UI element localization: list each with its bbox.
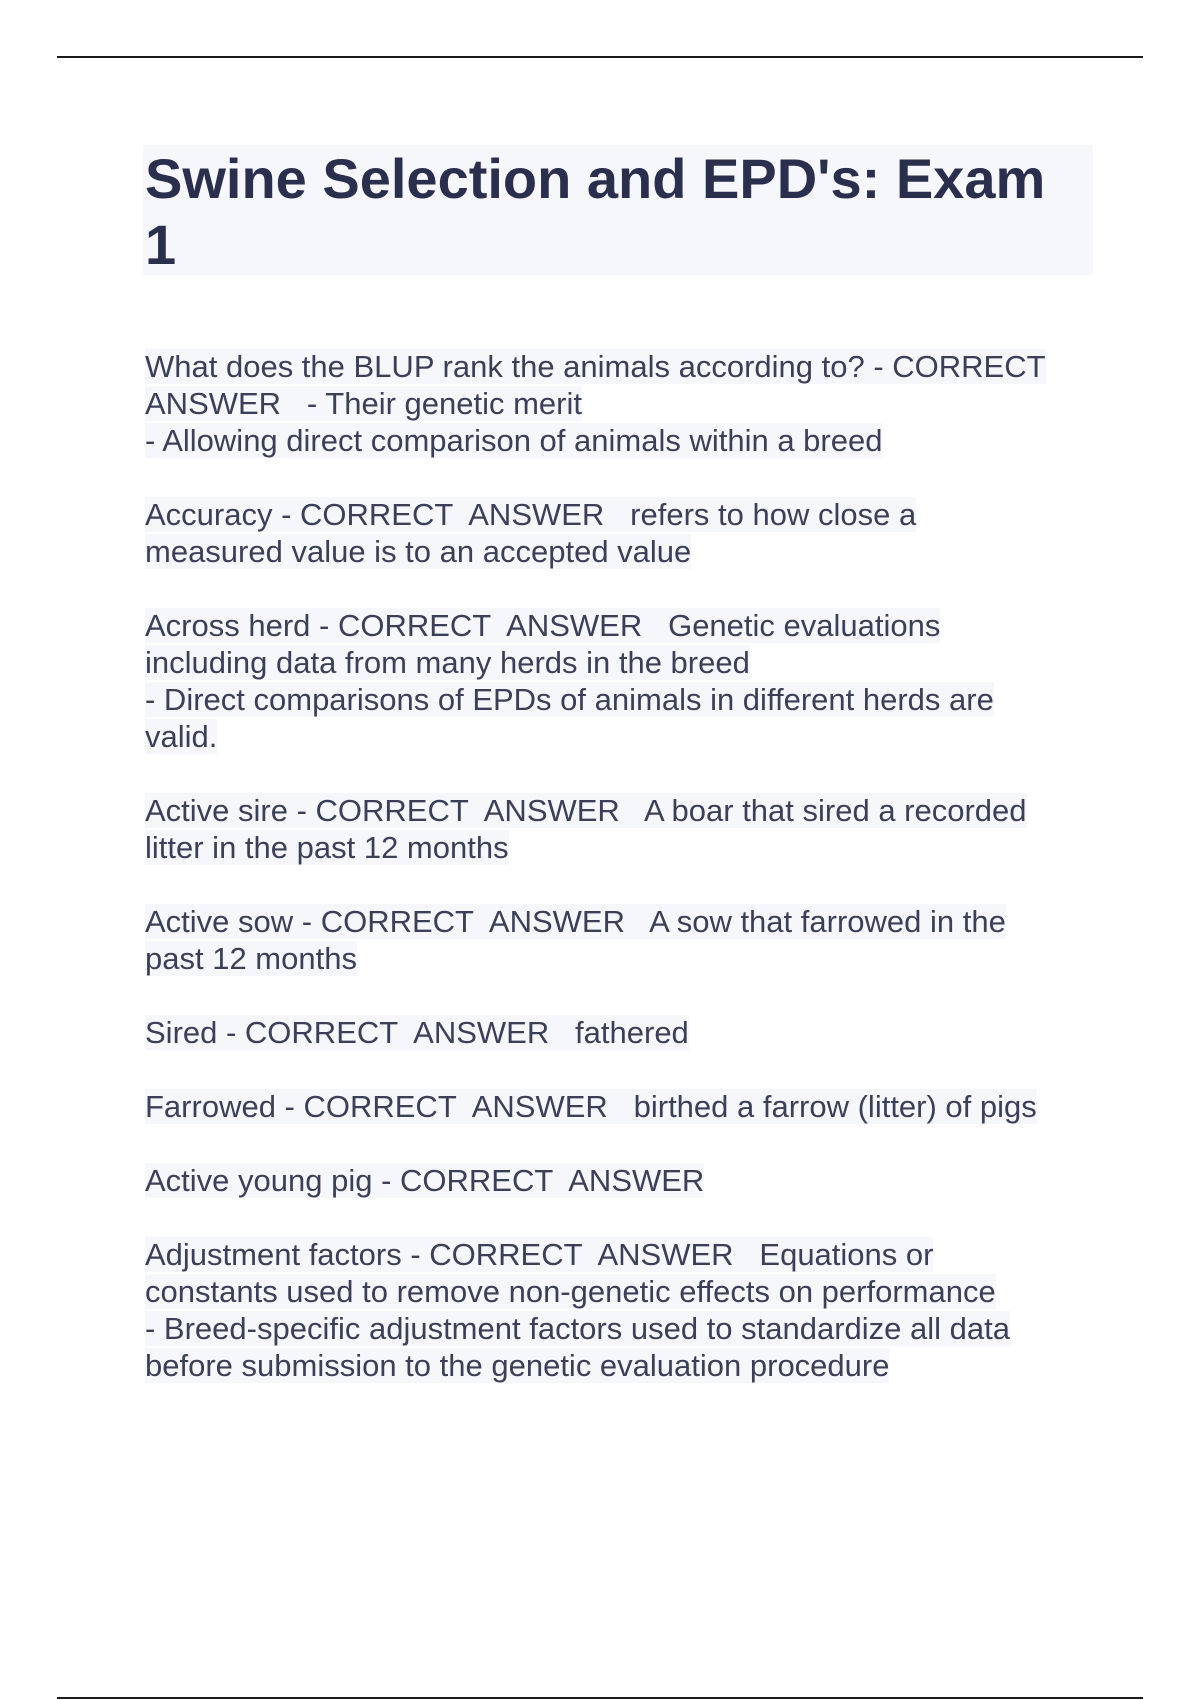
qa-line-text: past 12 months bbox=[145, 941, 357, 976]
qa-line-text: Across herd - CORRECT ANSWER Genetic evaluations bbox=[145, 608, 941, 643]
qa-line-text: Active young pig - CORRECT ANSWER bbox=[145, 1163, 705, 1198]
qa-line-text: litter in the past 12 months bbox=[145, 830, 509, 865]
qa-line-text: Accuracy - CORRECT ANSWER refers to how close a bbox=[145, 497, 917, 532]
qa-line bbox=[145, 348, 1105, 385]
qa-line bbox=[145, 607, 1105, 644]
qa-line bbox=[145, 903, 1105, 940]
qa-line-text: ANSWER - Their genetic merit bbox=[145, 386, 582, 421]
qa-line bbox=[145, 644, 1105, 681]
qa-line-text: Farrowed - CORRECT ANSWER birthed a farrow (litter) of pigs bbox=[145, 1089, 1037, 1124]
qa-line bbox=[145, 718, 1105, 755]
qa-line-text: constants used to remove non-genetic effects on performance bbox=[145, 1274, 996, 1309]
qa-line-text: - Direct comparisons of EPDs of animals in different herds are bbox=[145, 682, 994, 717]
qa-line bbox=[145, 1014, 1105, 1051]
qa-entry bbox=[145, 1014, 1105, 1051]
qa-line bbox=[145, 1236, 1105, 1273]
qa-line bbox=[145, 385, 1105, 422]
qa-entry bbox=[145, 1236, 1105, 1384]
bottom-rule bbox=[57, 1697, 1143, 1699]
qa-line-text: before submission to the genetic evaluation procedure bbox=[145, 1348, 890, 1383]
qa-entry bbox=[145, 792, 1105, 866]
qa-line bbox=[145, 829, 1105, 866]
qa-entry bbox=[145, 496, 1105, 570]
qa-line-text: Sired - CORRECT ANSWER fathered bbox=[145, 1015, 689, 1050]
qa-entry bbox=[145, 348, 1105, 459]
qa-line bbox=[145, 681, 1105, 718]
qa-line bbox=[145, 1273, 1105, 1310]
qa-line bbox=[145, 792, 1105, 829]
qa-list bbox=[145, 348, 1105, 1421]
qa-line-text: valid. bbox=[145, 719, 218, 754]
qa-line-text: Active sire - CORRECT ANSWER A boar that sired a recorded bbox=[145, 793, 1027, 828]
qa-line-text: including data from many herds in the breed bbox=[145, 645, 750, 680]
qa-entry bbox=[145, 1088, 1105, 1125]
qa-line-text: - Breed-specific adjustment factors used to standardize all data bbox=[145, 1311, 1011, 1346]
top-rule bbox=[57, 56, 1143, 58]
page-title: Swine Selection and EPD's: Exam 1 bbox=[145, 147, 1046, 276]
qa-entry bbox=[145, 1162, 1105, 1199]
qa-line bbox=[145, 422, 1105, 459]
qa-line-text: Active sow - CORRECT ANSWER A sow that farrowed in the bbox=[145, 904, 1006, 939]
qa-line-text: measured value is to an accepted value bbox=[145, 534, 692, 569]
qa-entry bbox=[145, 607, 1105, 755]
qa-entry bbox=[145, 903, 1105, 977]
qa-line bbox=[145, 1088, 1105, 1125]
qa-line-text: - Allowing direct comparison of animals within a breed bbox=[145, 423, 883, 458]
qa-line bbox=[145, 533, 1105, 570]
qa-line bbox=[145, 1310, 1105, 1347]
qa-line-text: What does the BLUP rank the animals according to? - CORRECT bbox=[145, 349, 1046, 384]
qa-line bbox=[145, 1347, 1105, 1384]
qa-line bbox=[145, 940, 1105, 977]
qa-line-text: Adjustment factors - CORRECT ANSWER Equations or bbox=[145, 1237, 934, 1272]
qa-line bbox=[145, 1162, 1105, 1199]
qa-line bbox=[145, 496, 1105, 533]
